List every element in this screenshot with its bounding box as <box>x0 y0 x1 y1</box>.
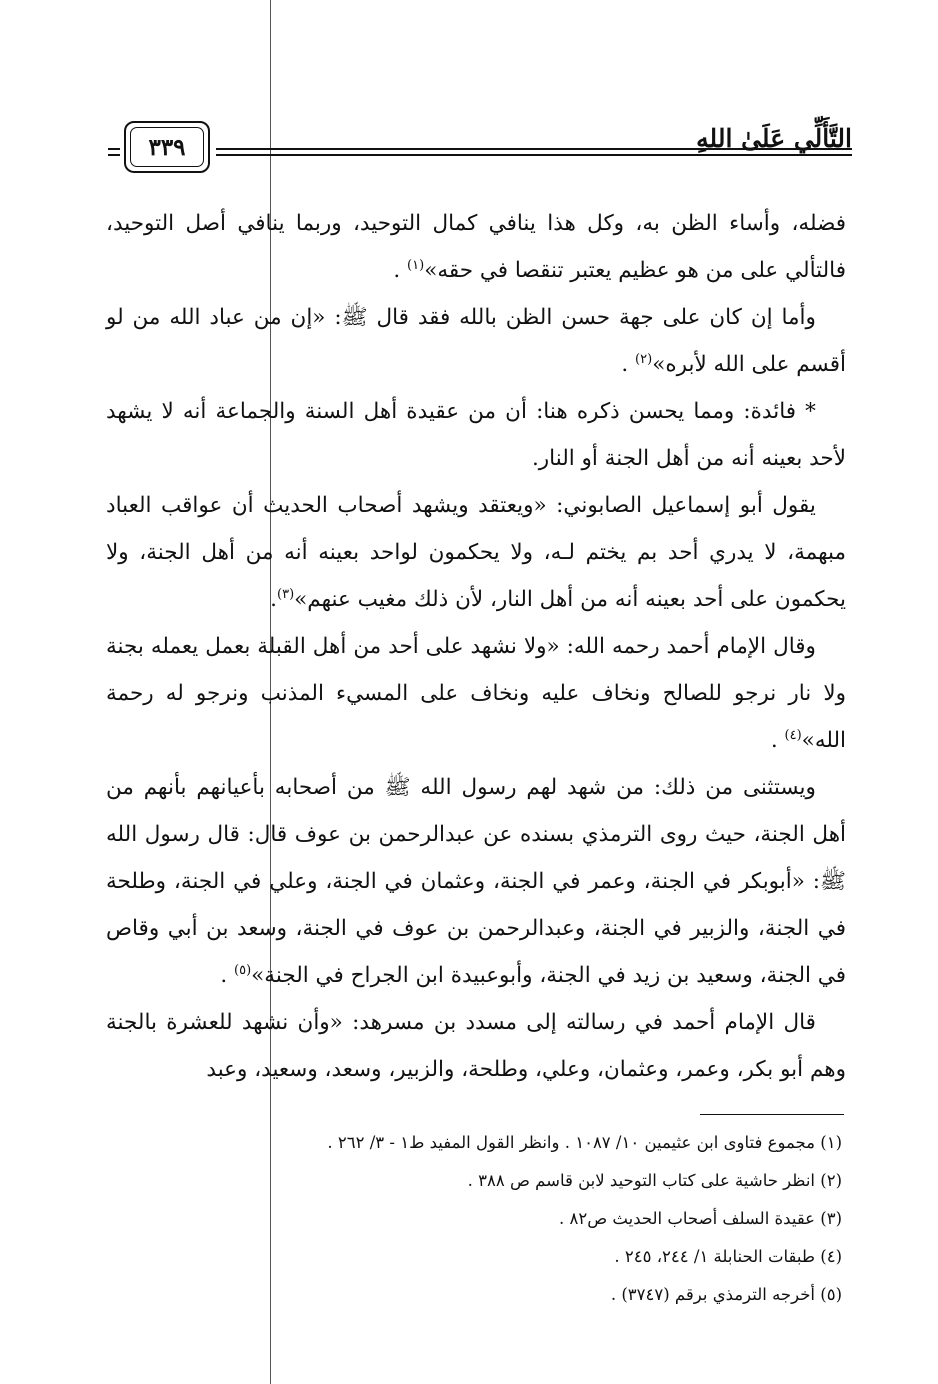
paragraph-end-punctuation: . <box>393 258 408 283</box>
paragraph-text: يقول أبو إسماعيل الصابوني: «ويعتقد ويشهد أصحاب الحديث أن عواقب العباد مبهمة، لا يدري أحد بم يختم لـه، ولا يحكمون لواحد بعينه أنه من أهل الجنة، ولا يحكمون على أحد بعينه أنه من أهل النار، لأن ذلك مغيب عنهم» <box>106 493 846 612</box>
paragraph-text: قال الإمام أحمد في رسالته إلى مسدد بن مسرهد: «وأن نشهد للعشرة بالجنة وهم أبو بكر، وعمر، وعثمان، وعلي، وطلحة، والزبير، وسعد، وسعيد، وعبد <box>106 1010 846 1082</box>
page-number: ٣٣٩ <box>130 127 204 167</box>
footnote-reference: (٥) <box>234 962 252 978</box>
body-text <box>106 200 846 1093</box>
header-left-mark-bottom <box>108 154 120 156</box>
paragraph-text: وقال الإمام أحمد رحمه الله: «ولا نشهد على أحد من أهل القبلة بعمل يعمله بجنة ولا نار نرجو للصالح ونخاف عليه ونخاف على المسيء المذنب ونرجو له رحمة الله» <box>106 634 846 753</box>
running-title: التَّأَلِّي عَلَىٰ اللهِ <box>696 124 852 153</box>
page-number-frame <box>124 121 210 173</box>
paragraph <box>106 388 846 482</box>
paragraph-text: * فائدة: ومما يحسن ذكره هنا: أن من عقيدة أهل السنة والجماعة أنه لا يشهد لأحد بعينه أنه من أهل الجنة أو النار. <box>106 399 846 471</box>
paragraph-end-punctuation: . <box>270 587 278 612</box>
paragraph-end-punctuation: . <box>220 963 235 988</box>
footnote-reference: (٤) <box>784 727 802 743</box>
header-left-mark-top <box>108 148 120 150</box>
paragraph-text: وأما إن كان على جهة حسن الظن بالله فقد قال ﷺ: «إن من عباد الله من لو أقسم على الله لأبره» <box>106 305 846 377</box>
footnotes <box>230 1124 842 1314</box>
footnote-reference: (١) <box>407 257 425 273</box>
paragraph-text: فضله، وأساء الظن به، وكل هذا ينافي كمال التوحيد، وربما ينافي أصل التوحيد، فالتألي على من هو عظيم يعتبر تنقصا في حقه» <box>106 211 846 283</box>
paragraph <box>106 482 846 623</box>
paragraph <box>106 294 846 388</box>
paragraph <box>106 200 846 294</box>
footnote: (٥) أخرجه الترمذي برقم (٣٧٤٧) . <box>610 1285 842 1304</box>
paragraph <box>106 764 846 999</box>
footnote-separator <box>700 1114 844 1115</box>
footnote-reference: (٣) <box>277 586 295 602</box>
footnote: (١) مجموع فتاوى ابن عثيمين ١٠/ ١٠٨٧ . وانظر القول المفيد ط١ - ٣/ ٢٦٢ . <box>327 1133 842 1152</box>
footnote-reference: (٢) <box>635 351 653 367</box>
paragraph-end-punctuation: . <box>770 728 785 753</box>
paragraph <box>106 623 846 764</box>
footnote: (٤) طبقات الحنابلة ١/ ٢٤٤، ٢٤٥ . <box>614 1247 842 1266</box>
paragraph-end-punctuation: . <box>621 352 636 377</box>
header-rule-bottom <box>216 154 852 156</box>
footnote: (٢) انظر حاشية على كتاب التوحيد لابن قاسم ص ٣٨٨ . <box>467 1171 842 1190</box>
paragraph-text: ويستثنى من ذلك: من شهد لهم رسول الله ﷺ من أصحابه بأعيانهم بأنهم من أهل الجنة، حيث روى الترمذي بسنده عن عبدالرحمن بن عوف قال: قال رسول الله ﷺ: «أبوبكر في الجنة، وعمر في الجنة، وعثمان في الجنة، وعلي في الجنة، وطلحة في الجنة، والزبير في الجنة، وعبدالرحمن بن عوف في الجنة، وسعد بن أبي وقاص في الجنة، وسعيد بن زيد في الجنة، وأبوعبيدة ابن الجراح في الجنة» <box>106 775 846 988</box>
paragraph <box>106 999 846 1093</box>
page-header <box>108 118 852 180</box>
footnote: (٣) عقيدة السلف أصحاب الحديث ص٨٢ . <box>558 1209 842 1228</box>
